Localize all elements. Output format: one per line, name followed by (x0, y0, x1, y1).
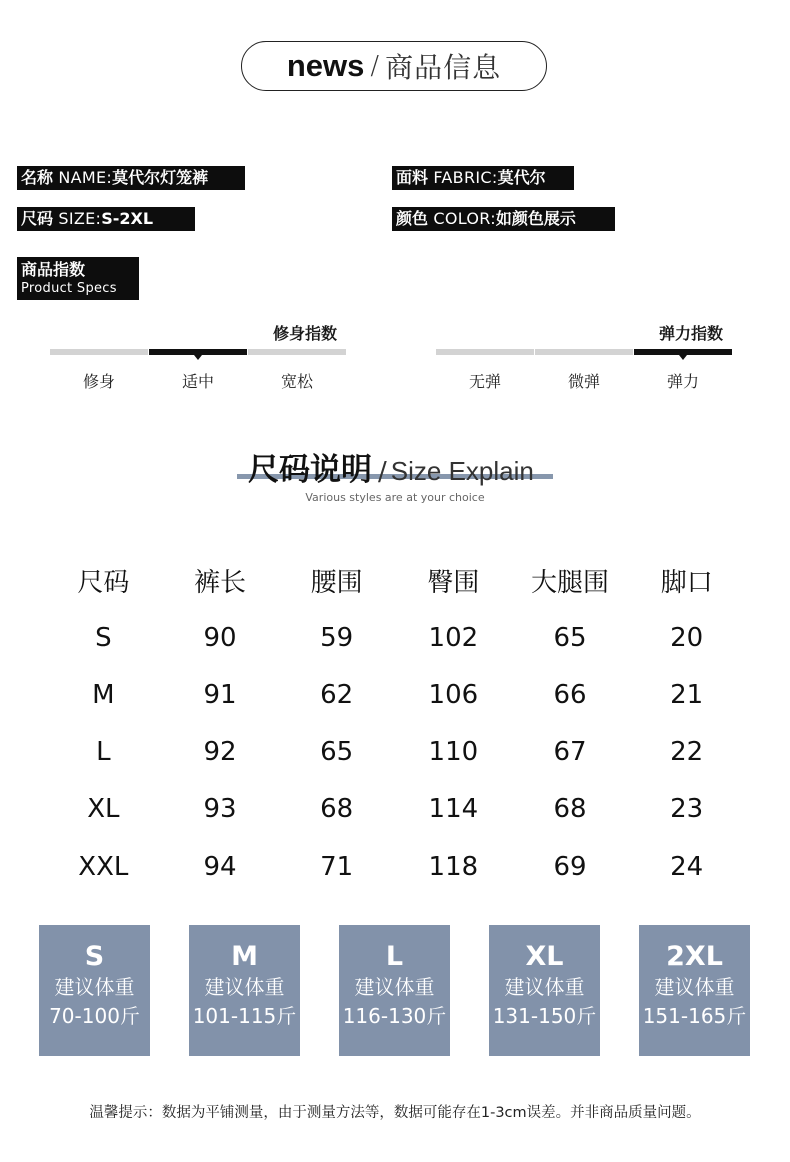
weight-card-2xl (639, 925, 750, 1056)
table-header-cell: 腰围 (310, 568, 363, 599)
table-cell: 102 (428, 622, 479, 653)
color-value: 如颜色展示 (495, 209, 576, 228)
fit-option-1: 适中 (181, 372, 214, 391)
table-cell: S (95, 622, 112, 653)
elastic-option-0: 无弹 (468, 372, 501, 391)
table-cell: 66 (553, 679, 587, 710)
fabric-en: FABRIC: (428, 168, 498, 187)
elastic-index-title: 弹力指数 (659, 324, 724, 343)
news-word: news (286, 48, 365, 83)
fabric-label (392, 166, 574, 190)
table-header-cell: 臀围 (427, 568, 480, 599)
table-header-cell: 大腿围 (531, 568, 610, 599)
table-cell: 68 (553, 794, 587, 825)
table-row (45, 666, 745, 723)
table-cell: 21 (670, 679, 704, 710)
table-cell: 118 (428, 851, 479, 882)
fit-segment-0 (50, 349, 148, 355)
weight-card-size: 2XL (666, 941, 723, 972)
weight-card-label: 建议体重 (504, 975, 585, 999)
weight-card-l (339, 925, 450, 1056)
weight-card-label: 建议体重 (54, 975, 135, 999)
table-cell: M (92, 679, 115, 710)
size-en: SIZE: (53, 209, 102, 228)
table-cell: 110 (428, 737, 479, 768)
table-cell: 65 (553, 622, 587, 653)
size-explain-title-en: Size Explain (390, 456, 534, 486)
news-header (241, 41, 547, 91)
specs-title-en: Product Specs (21, 281, 117, 296)
table-cell: XL (87, 794, 120, 825)
size-value: S-2XL (101, 209, 154, 228)
weight-card-xl (489, 925, 600, 1056)
product-specs-tag (17, 257, 139, 300)
weight-card-label: 建议体重 (654, 975, 735, 999)
size-explain-separator: / (378, 457, 387, 487)
weight-card-size: L (385, 941, 404, 972)
weight-card-size: M (231, 941, 258, 972)
table-header-cell: 裤长 (194, 568, 247, 599)
elastic-segment-0 (436, 349, 534, 355)
table-cell: L (96, 737, 111, 768)
size-label (17, 207, 195, 231)
weight-card-range: 151-165斤 (642, 1004, 747, 1028)
color-en: COLOR: (428, 209, 496, 228)
table-cell: 24 (670, 851, 704, 882)
color-key: 颜色 (396, 209, 429, 228)
weight-card-range: 131-150斤 (492, 1004, 597, 1028)
elastic-option-2: 弹力 (666, 372, 699, 391)
table-cell: 65 (320, 737, 354, 768)
size-key: 尺码 (21, 209, 54, 228)
fit-segment-2 (248, 349, 346, 355)
name-key: 名称 (21, 168, 54, 187)
news-subtitle: 商品信息 (385, 51, 502, 84)
table-cell: 91 (203, 679, 237, 710)
weight-card-range: 101-115斤 (192, 1004, 297, 1028)
weight-card-label: 建议体重 (354, 975, 435, 999)
elastic-segment-1 (535, 349, 633, 355)
table-cell: 22 (670, 737, 704, 768)
measurement-tip: 温馨提示：数据为平铺测量，由于测量方法等，数据可能存在1-3cm误差。并非商品质量问题。 (89, 1105, 701, 1121)
specs-title-cn: 商品指数 (21, 260, 86, 279)
table-header-cell: 尺码 (77, 568, 130, 599)
size-explain-title-cn: 尺码说明 (248, 452, 372, 488)
table-row (45, 781, 745, 838)
table-cell: 68 (320, 794, 354, 825)
weight-card-label: 建议体重 (204, 975, 285, 999)
table-row (45, 838, 745, 895)
elastic-option-1: 微弹 (567, 372, 600, 391)
name-label (17, 166, 245, 190)
table-cell: 93 (203, 794, 237, 825)
table-cell: 106 (428, 679, 479, 710)
fit-index-title: 修身指数 (273, 324, 338, 343)
table-header-cell: 脚口 (660, 568, 713, 599)
table-cell: 23 (670, 794, 704, 825)
table-cell: 114 (428, 794, 479, 825)
size-table (45, 552, 745, 895)
table-cell: 69 (553, 851, 587, 882)
fabric-key: 面料 (396, 168, 429, 187)
table-cell: XXL (78, 851, 129, 882)
table-cell: 71 (320, 851, 354, 882)
table-cell: 94 (203, 851, 237, 882)
fabric-value: 莫代尔 (497, 168, 546, 187)
weight-card-size: XL (525, 941, 564, 972)
size-explain-subtitle: Various styles are at your choice (305, 491, 485, 504)
table-cell: 59 (320, 622, 354, 653)
color-label (392, 207, 615, 231)
table-cell: 62 (320, 679, 354, 710)
table-cell: 20 (670, 622, 704, 653)
table-cell: 90 (203, 622, 237, 653)
name-en: NAME: (53, 168, 113, 187)
fit-segment-1 (149, 349, 247, 355)
size-explain-title (248, 444, 534, 489)
name-value: 莫代尔灯笼裤 (112, 168, 209, 187)
weight-card-range: 116-130斤 (342, 1004, 447, 1028)
fit-option-2: 宽松 (280, 372, 313, 391)
weight-card-s (39, 925, 150, 1056)
table-header-row (45, 552, 745, 609)
weight-card-size: S (84, 941, 105, 972)
weight-card-m (189, 925, 300, 1056)
elastic-segment-2 (634, 349, 732, 355)
fit-option-0: 修身 (82, 372, 115, 391)
table-row (45, 609, 745, 666)
table-cell: 67 (553, 737, 587, 768)
table-cell: 92 (203, 737, 237, 768)
table-row (45, 724, 745, 781)
news-separator: / (370, 51, 380, 81)
weight-card-range: 70-100斤 (49, 1004, 140, 1028)
